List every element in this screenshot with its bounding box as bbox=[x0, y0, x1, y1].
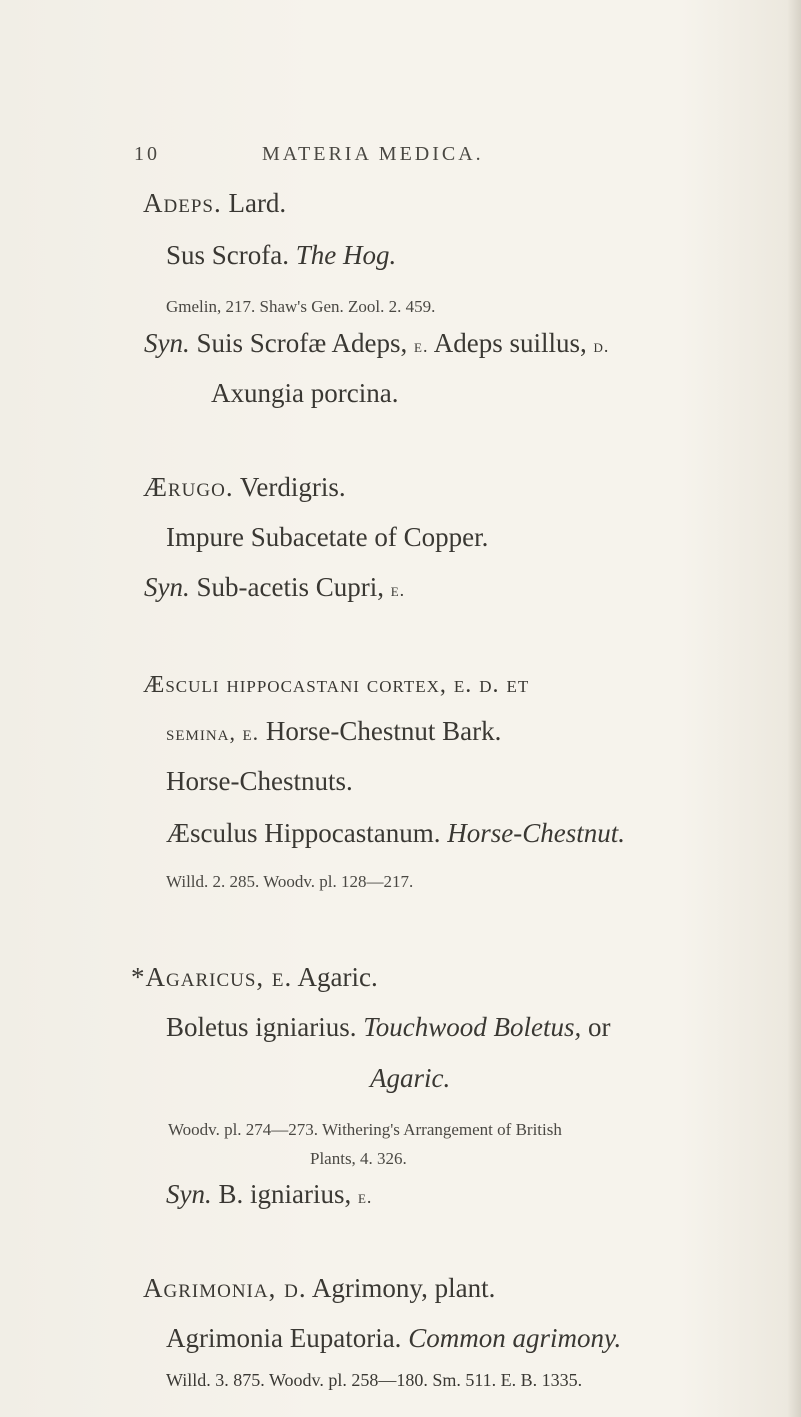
entry-agrimonia-heading: Agrimonia, d. Agrimony, plant. bbox=[143, 1273, 496, 1303]
entry-agaricus-source-cont: Agaric. bbox=[370, 1063, 451, 1093]
entry-agaricus-references: Woodv. pl. 274—273. Withering's Arrangement of British bbox=[168, 1120, 562, 1139]
running-header bbox=[134, 143, 484, 166]
page-edge-shadow bbox=[787, 0, 801, 1417]
entry-agrimonia-references: Willd. 3. 875. Woodv. pl. 258—180. Sm. 511. E. B. 1335. bbox=[166, 1370, 583, 1390]
entry-aesculi-heading-cont: semina, e. Horse-Chestnut Bark. bbox=[166, 716, 502, 746]
entry-adeps-source: Sus Scrofa. The Hog. bbox=[166, 240, 397, 270]
page-number: 10 bbox=[134, 143, 160, 165]
entry-aerugo-description: Impure Subacetate of Copper. bbox=[166, 522, 489, 552]
entry-adeps-synonyms: Syn. Suis Scrofæ Adeps, e. Adeps suillus, d. bbox=[144, 328, 610, 358]
entry-adeps-heading: Adeps. Lard. bbox=[143, 188, 287, 218]
entry-aerugo-heading: Ærugo. Verdigris. bbox=[143, 472, 346, 502]
entry-agaricus-heading: *Agaricus, e. Agaric. bbox=[131, 962, 378, 992]
running-title: MATERIA MEDICA. bbox=[262, 143, 484, 165]
entry-aerugo-synonyms: Syn. Sub-acetis Cupri, e. bbox=[144, 572, 406, 602]
entry-agaricus-source: Boletus igniarius. Touchwood Boletus, or bbox=[166, 1012, 611, 1042]
entry-aesculi-source: Æsculus Hippocastanum. Horse-Chestnut. bbox=[166, 818, 625, 848]
entry-agaricus-synonyms: Syn. B. igniarius, e. bbox=[166, 1179, 373, 1209]
entry-aesculi-references: Willd. 2. 285. Woodv. pl. 128—217. bbox=[166, 872, 414, 891]
entry-aesculi-english-cont: Horse-Chestnuts. bbox=[166, 766, 353, 796]
entry-adeps-synonym-cont: Axungia porcina. bbox=[211, 378, 399, 408]
entry-agaricus-references-cont: Plants, 4. 326. bbox=[310, 1149, 407, 1168]
entry-agrimonia-source: Agrimonia Eupatoria. Common agrimony. bbox=[166, 1323, 622, 1353]
entry-adeps-references: Gmelin, 217. Shaw's Gen. Zool. 2. 459. bbox=[166, 297, 436, 316]
entry-aesculi-heading: Æsculi hippocastani cortex, e. d. et bbox=[143, 672, 530, 698]
